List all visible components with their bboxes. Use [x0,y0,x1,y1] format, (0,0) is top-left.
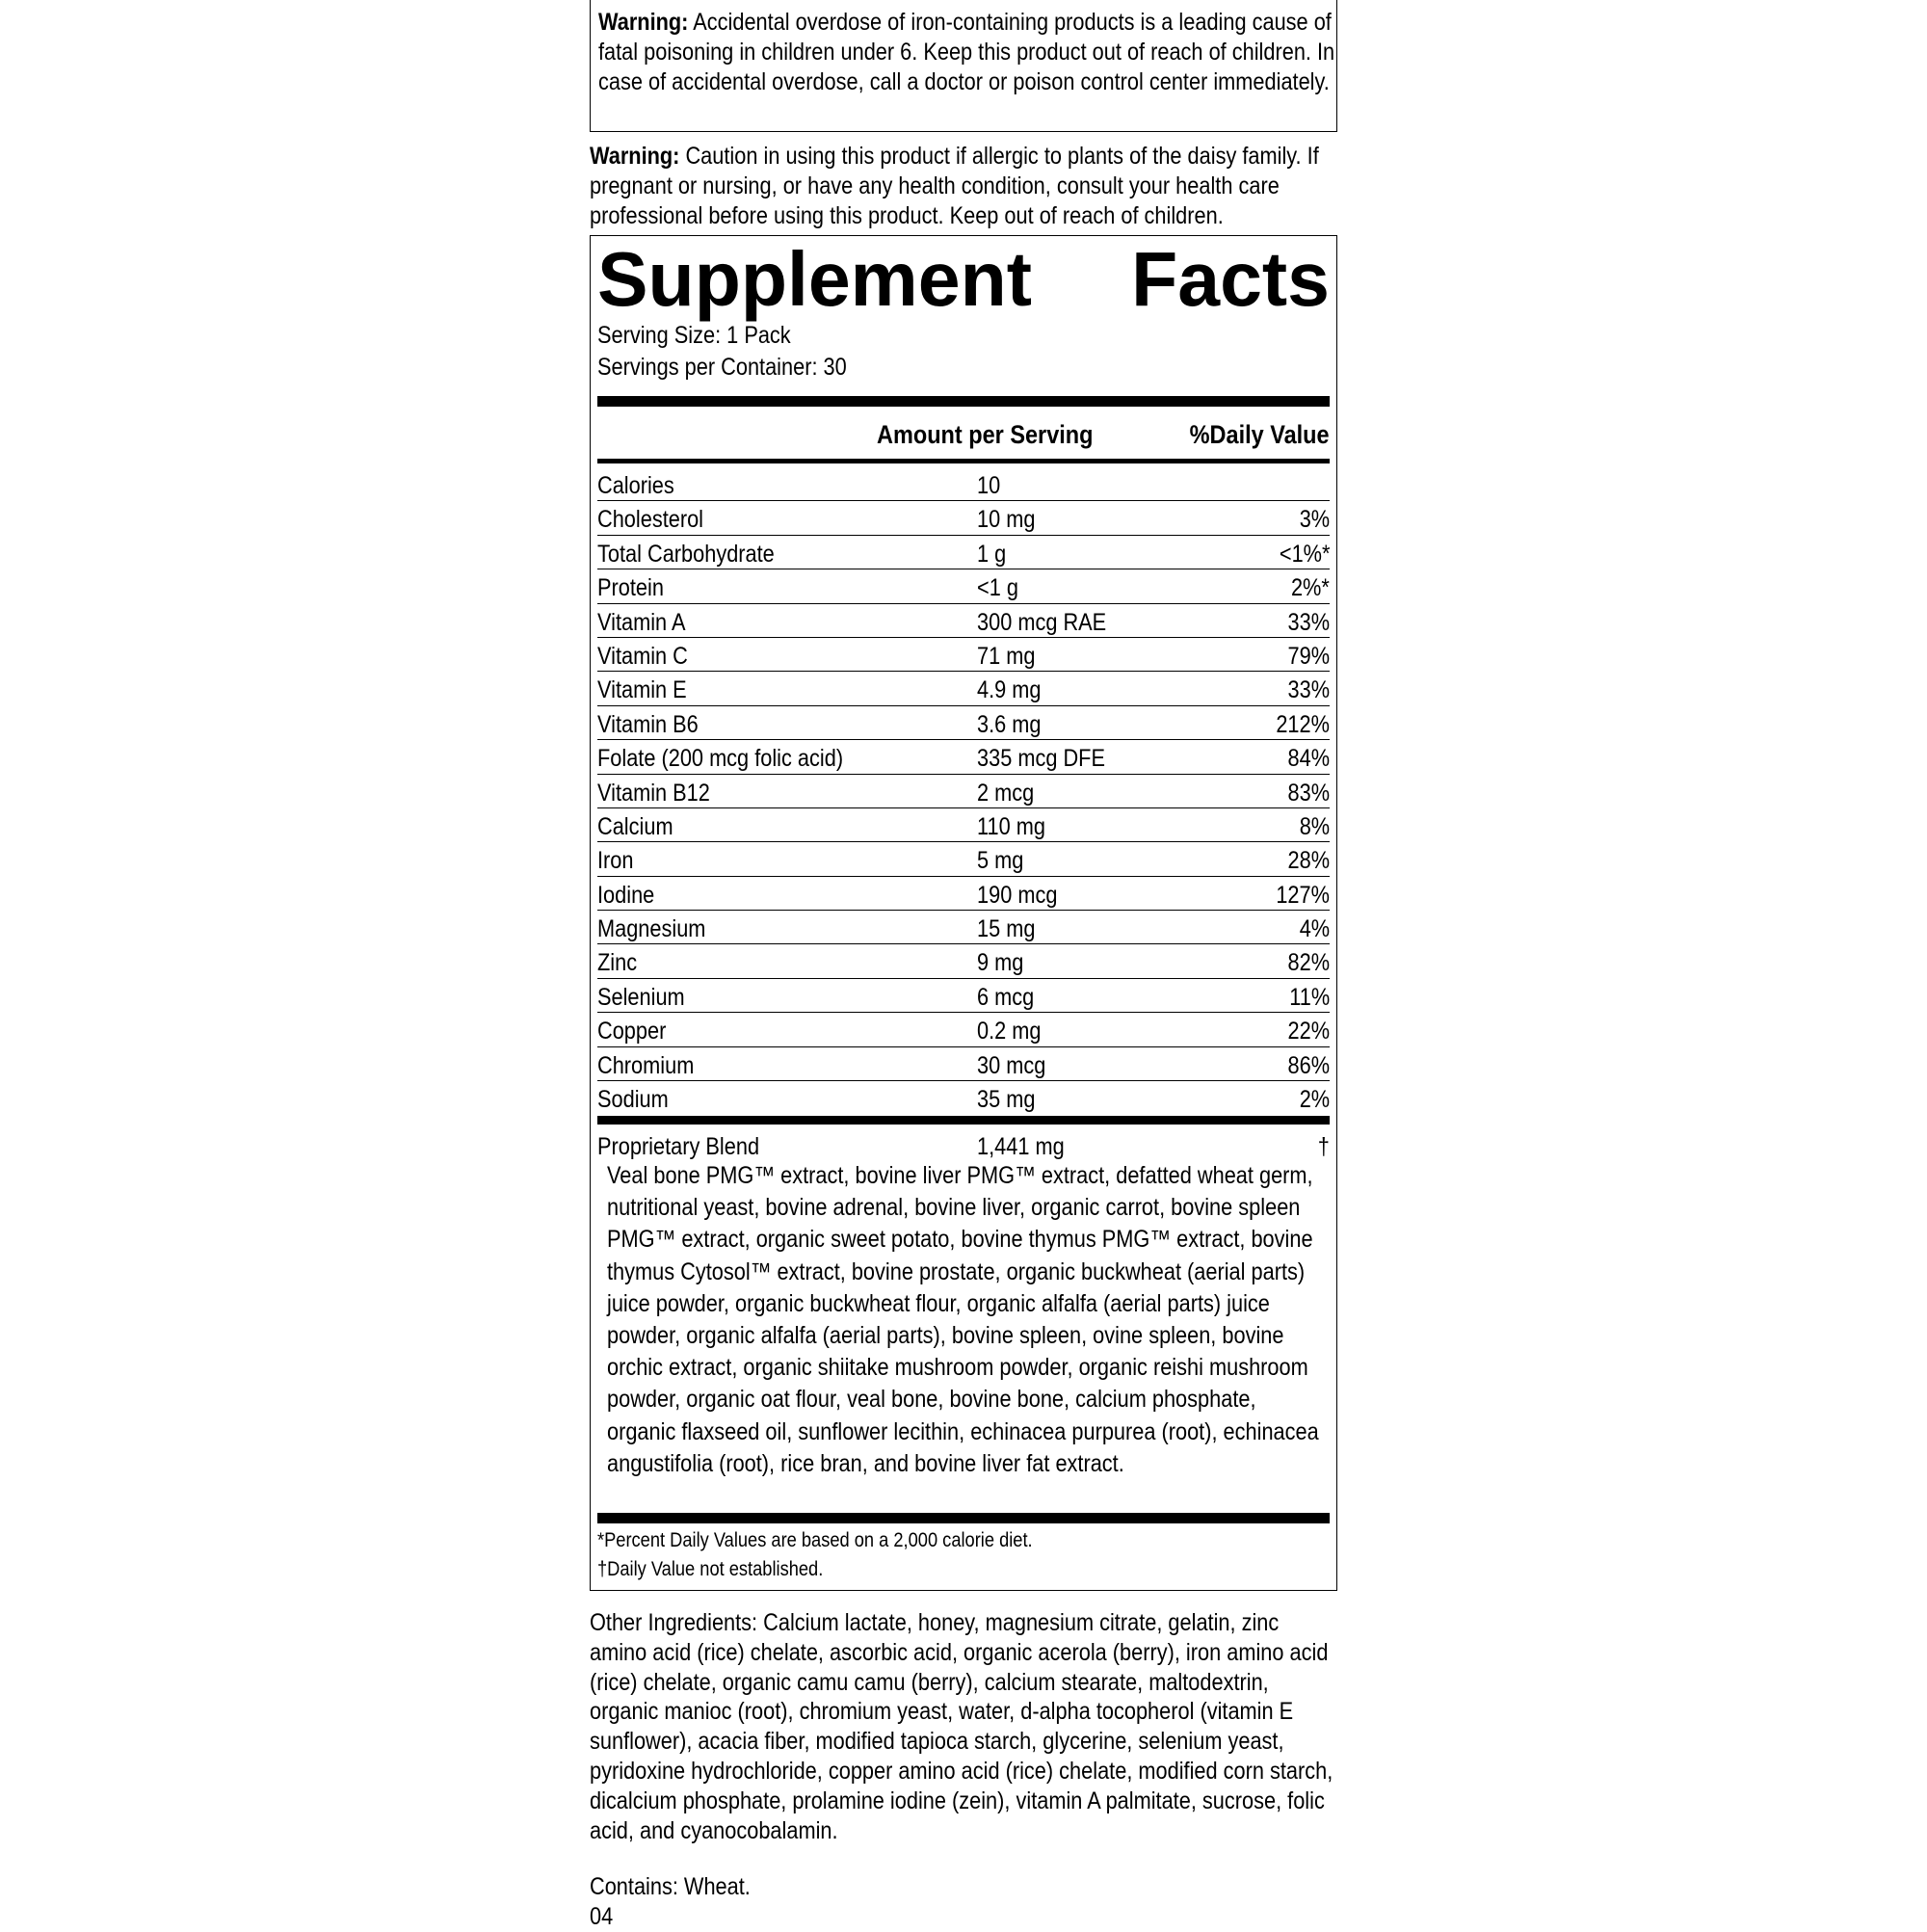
nutrient-name: Vitamin C [597,642,688,670]
nutrient-name: Folate (200 mcg folic acid) [597,745,844,773]
nutrient-row [597,842,1330,876]
iron-warning [598,8,1336,97]
nutrient-amount: 300 mcg RAE [977,608,1107,636]
nutrient-amount: 10 mg [977,506,1036,534]
nutrient-daily-value: 28% [1287,847,1330,875]
nutrient-amount: 6 mcg [977,983,1035,1011]
nutrient-name: Copper [597,1018,667,1045]
nutrient-amount: 190 mcg [977,881,1058,909]
nutrient-rows [597,467,1330,1115]
nutrient-name: Calcium [597,812,673,840]
label-panel [590,0,1337,1930]
nutrient-name: Iron [597,847,634,875]
blend-daily-value: † [1317,1133,1330,1160]
nutrient-amount: 10 [977,472,1001,499]
thick-divider-bottom [597,1513,1330,1523]
nutrient-name: Selenium [597,983,685,1011]
header-amount-per-serving: Amount per Serving [877,420,1094,449]
nutrient-daily-value: 33% [1287,608,1330,636]
nutrient-amount: 3.6 mg [977,710,1042,738]
nutrient-name: Magnesium [597,915,706,943]
nutrient-amount: 4.9 mg [977,676,1042,704]
nutrient-daily-value: <1%* [1279,540,1330,568]
nutrient-name: Vitamin E [597,676,687,704]
iron-warning-box [590,0,1337,132]
serving-size: Serving Size: 1 Pack [597,322,791,349]
nutrient-name: Vitamin A [597,608,686,636]
nutrient-daily-value: 33% [1287,676,1330,704]
nutrient-row [597,467,1330,501]
other-ingredients: Other Ingredients: Calcium lactate, honey, magnesium citrate, gelatin, zinc amino acid (rice) chelate, ascorbic acid, organic acerola (berry), iron amino acid (rice) chelate, organic camu camu (berry), calcium stearate, maltodextrin, organic manioc (root), chromium yeast, water, d-alpha tocopherol (vitamin E sunflower), acacia fiber, modified tapioca starch, glycerine, selenium yeast, pyridoxine hydrochloride, copper amino acid (rice) chelate, modified corn starch, dicalcium phosphate, prolamine iodine (zein), vitamin A palmitate, sucrose, folic acid, and cyanocobalamin. [590,1609,1333,1844]
label-code: 04 [590,1903,614,1930]
nutrient-name: Total Carbohydrate [597,540,775,568]
nutrient-row [597,604,1330,638]
nutrient-name: Zinc [597,949,638,977]
nutrient-daily-value: 84% [1287,745,1330,773]
nutrient-amount: 110 mg [977,812,1045,840]
nutrient-row [597,672,1330,705]
nutrient-amount: 71 mg [977,642,1036,670]
nutrient-daily-value: 2%* [1291,574,1330,602]
nutrient-row [597,1013,1330,1046]
nutrient-daily-value: 82% [1287,949,1330,977]
nutrient-row [597,979,1330,1013]
nutrient-row [597,775,1330,808]
nutrient-amount: 9 mg [977,949,1024,977]
header-daily-value: %Daily Value [1190,420,1330,449]
allergen-statement: Contains: Wheat. [590,1873,751,1900]
nutrient-daily-value: 11% [1289,983,1330,1011]
nutrient-amount: 35 mg [977,1086,1036,1114]
nutrient-amount: 335 mcg DFE [977,745,1105,773]
nutrient-row [597,706,1330,740]
nutrient-name: Vitamin B12 [597,779,710,807]
blend-name: Proprietary Blend [597,1133,760,1160]
allergy-warning-label: Warning: [590,143,680,170]
nutrient-daily-value: 22% [1287,1018,1330,1045]
nutrient-name: Cholesterol [597,506,704,534]
facts-title-word-1: Supplement [597,236,1032,322]
supplement-facts-title [597,236,1330,322]
blend-amount: 1,441 mg [977,1133,1065,1160]
nutrient-name: Calories [597,472,674,499]
allergy-warning [590,142,1333,231]
nutrient-amount: 5 mg [977,847,1024,875]
allergy-warning-text: Caution in using this product if allergic to plants of the daisy family. If pregnant or nursing, or have any health condition, consult your health care professional before using this product. Keep out of reach of children. [590,143,1319,229]
footnote-percent-dv: *Percent Daily Values are based on a 2,000 calorie diet. [597,1529,1033,1551]
nutrient-daily-value: 79% [1287,642,1330,670]
nutrient-name: Protein [597,574,664,602]
nutrient-amount: 15 mg [977,915,1036,943]
nutrient-daily-value: 127% [1276,881,1330,909]
iron-warning-text: Accidental overdose of iron-containing products is a leading cause of fatal poisoning in children under 6. Keep this product out of reach of children. In case of accidental overdose, call a doctor or poison control center immediately. [598,9,1335,95]
nutrient-amount: 30 mcg [977,1051,1046,1079]
nutrient-row [597,1081,1330,1115]
nutrient-row [597,808,1330,842]
blend-ingredients: Veal bone PMG™ extract, bovine liver PMG™ extract, defatted wheat germ, nutritional yeast, bovine adrenal, bovine liver, organic carrot, bovine spleen PMG™ extract, organic sweet potato, bovine thymus PMG™ extract, bovine thymus Cytosol™ extract, bovine prostate, organic buckwheat (aerial parts) juice powder, organic buckwheat flour, organic alfalfa (aerial parts) juice powder, organic alfalfa (aerial parts), bovine spleen, ovine spleen, bovine orchic extract, organic shiitake mushroom powder, organic reishi mushroom powder, organic oat flour, veal bone, bovine bone, calcium phosphate, organic flaxseed oil, sunflower lecithin, echinacea purpurea (root), echinacea angustifolia (root), rice bran, and bovine liver fat extract. [607,1162,1319,1477]
nutrient-name: Iodine [597,881,655,909]
iron-warning-label: Warning: [598,9,689,36]
thick-divider-top [597,396,1330,407]
nutrient-row [597,1047,1330,1081]
nutrient-name: Sodium [597,1086,669,1114]
nutrient-row [597,638,1330,672]
nutrient-row [597,569,1330,603]
nutrient-name: Chromium [597,1051,695,1079]
nutrient-daily-value: 4% [1299,915,1330,943]
supplement-facts-panel [590,235,1337,1591]
nutrient-row [597,536,1330,569]
column-header [597,412,1330,451]
nutrient-daily-value: 86% [1287,1051,1330,1079]
nutrient-row [597,740,1330,774]
nutrient-row [597,911,1330,944]
nutrient-amount: 1 g [977,540,1007,568]
nutrient-daily-value: 8% [1299,812,1330,840]
nutrient-daily-value: 212% [1276,710,1330,738]
facts-title-word-2: Facts [1131,236,1330,322]
nutrient-name: Vitamin B6 [597,710,699,738]
nutrient-daily-value: 83% [1287,779,1330,807]
nutrient-daily-value: 2% [1299,1086,1330,1114]
nutrient-row [597,877,1330,911]
nutrient-amount: <1 g [977,574,1018,602]
thick-divider-blend [597,1116,1330,1125]
footnote-dv-not-established: †Daily Value not established. [597,1558,824,1580]
nutrient-amount: 2 mcg [977,779,1035,807]
medium-divider [597,459,1330,463]
nutrient-daily-value: 3% [1299,506,1330,534]
nutrient-amount: 0.2 mg [977,1018,1042,1045]
nutrient-row [597,944,1330,978]
nutrient-row [597,501,1330,535]
servings-per-container: Servings per Container: 30 [597,354,847,381]
